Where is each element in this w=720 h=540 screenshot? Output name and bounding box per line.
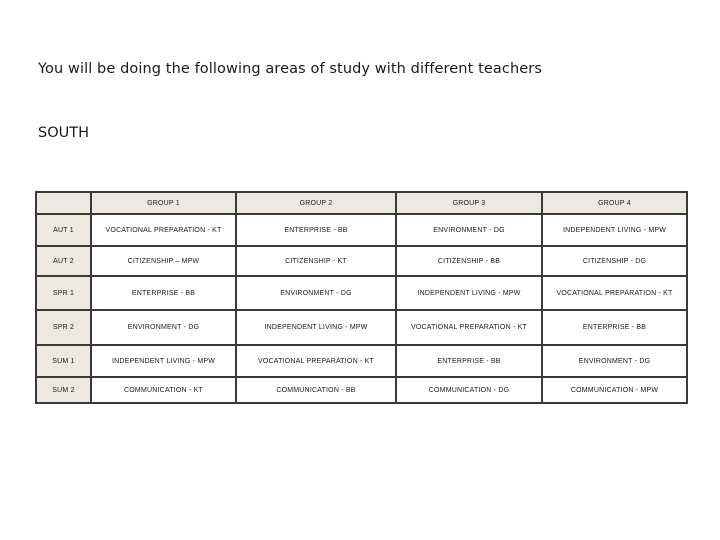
row-header-term: AUT 1: [36, 214, 91, 246]
table-cell: ENTERPRISE - BB: [236, 214, 396, 246]
table-cell: ENTERPRISE - BB: [542, 310, 687, 345]
table-cell: ENVIRONMENT - DG: [91, 310, 236, 345]
table-cell: ENTERPRISE - BB: [91, 276, 236, 310]
table-cell: INDEPENDENT LIVING - MPW: [542, 214, 687, 246]
table-cell: CITIZENSHIP - DG: [542, 246, 687, 276]
row-header-term: SUM 1: [36, 345, 91, 377]
column-header-group-4: GROUP 4: [542, 192, 687, 214]
table-cell: COMMUNICATION - KT: [91, 377, 236, 403]
row-header-term: SPR 1: [36, 276, 91, 310]
table-cell: VOCATIONAL PREPARATION - KT: [91, 214, 236, 246]
table-cell: CITIZENSHIP – MPW: [91, 246, 236, 276]
table-cell: COMMUNICATION - BB: [236, 377, 396, 403]
header-row: [36, 192, 687, 214]
table-row: [36, 377, 687, 403]
corner-cell: [36, 192, 91, 214]
row-header-term: SUM 2: [36, 377, 91, 403]
region-label: SOUTH: [38, 125, 89, 141]
table-cell: INDEPENDENT LIVING - MPW: [91, 345, 236, 377]
table-cell: INDEPENDENT LIVING - MPW: [396, 276, 542, 310]
column-header-group-2: GROUP 2: [236, 192, 396, 214]
table-cell: COMMUNICATION - MPW: [542, 377, 687, 403]
timetable: [35, 191, 688, 404]
table-cell: CITIZENSHIP - KT: [236, 246, 396, 276]
table-row: [36, 246, 687, 276]
table-cell: ENTERPRISE - BB: [396, 345, 542, 377]
column-header-group-3: GROUP 3: [396, 192, 542, 214]
table-row: [36, 276, 687, 310]
table-cell: VOCATIONAL PREPARATION - KT: [396, 310, 542, 345]
table-cell: VOCATIONAL PREPARATION - KT: [542, 276, 687, 310]
table-cell: ENVIRONMENT - DG: [236, 276, 396, 310]
table-cell: INDEPENDENT LIVING - MPW: [236, 310, 396, 345]
page-heading: You will be doing the following areas of study with different teachers: [38, 61, 542, 77]
table-cell: COMMUNICATION - DG: [396, 377, 542, 403]
row-header-term: AUT 2: [36, 246, 91, 276]
table-cell: ENVIRONMENT - DG: [396, 214, 542, 246]
table-row: [36, 214, 687, 246]
table-row: [36, 310, 687, 345]
column-header-group-1: GROUP 1: [91, 192, 236, 214]
table-cell: ENVIRONMENT - DG: [542, 345, 687, 377]
row-header-term: SPR 2: [36, 310, 91, 345]
table-row: [36, 345, 687, 377]
table-cell: CITIZENSHIP - BB: [396, 246, 542, 276]
table-cell: VOCATIONAL PREPARATION - KT: [236, 345, 396, 377]
